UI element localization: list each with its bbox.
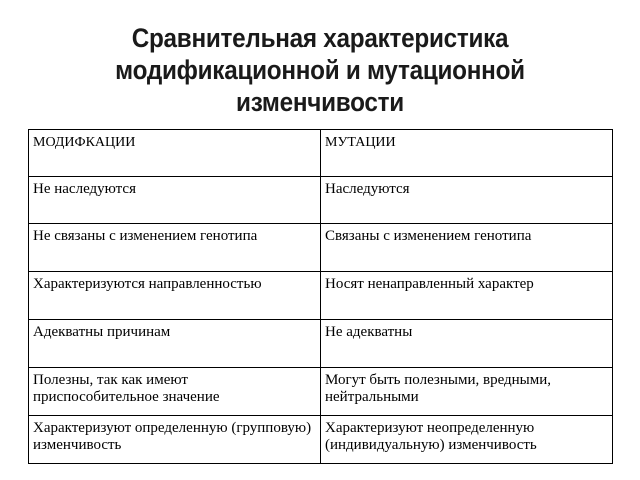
table-cell: Не наследуются xyxy=(29,177,321,224)
title-line-2: модификационной и мутационной xyxy=(115,55,525,85)
table-row xyxy=(29,272,613,320)
table-cell: Характеризуются направленностью xyxy=(29,272,321,320)
table-cell: Могут быть полезными, вредными, нейтральными xyxy=(321,368,613,416)
table-row xyxy=(29,177,613,224)
table-row xyxy=(29,320,613,368)
table-cell: Связаны с изменением генотипа xyxy=(321,224,613,272)
table-cell: Характеризуют неопределенную (индивидуальную) изменчивость xyxy=(321,416,613,464)
comparison-table xyxy=(28,129,613,464)
table-cell: Не связаны с изменением генотипа xyxy=(29,224,321,272)
table-cell: Носят ненаправленный характер xyxy=(321,272,613,320)
table-header-row xyxy=(29,130,613,177)
table-cell: Полезны, так как имеют приспособительное значение xyxy=(29,368,321,416)
header-mutations: МУТАЦИИ xyxy=(321,130,613,177)
table-row xyxy=(29,224,613,272)
table-row xyxy=(29,416,613,464)
title-line-3: изменчивости xyxy=(236,87,404,117)
table-cell: Наследуются xyxy=(321,177,613,224)
table-cell: Адекватны причинам xyxy=(29,320,321,368)
table-cell: Не адекватны xyxy=(321,320,613,368)
header-modifications: МОДИФКАЦИИ xyxy=(29,130,321,177)
table-cell: Характеризуют определенную (групповую) изменчивость xyxy=(29,416,321,464)
title-line-1: Сравнительная характеристика xyxy=(131,23,509,53)
slide-title xyxy=(32,22,608,118)
table-row xyxy=(29,368,613,416)
